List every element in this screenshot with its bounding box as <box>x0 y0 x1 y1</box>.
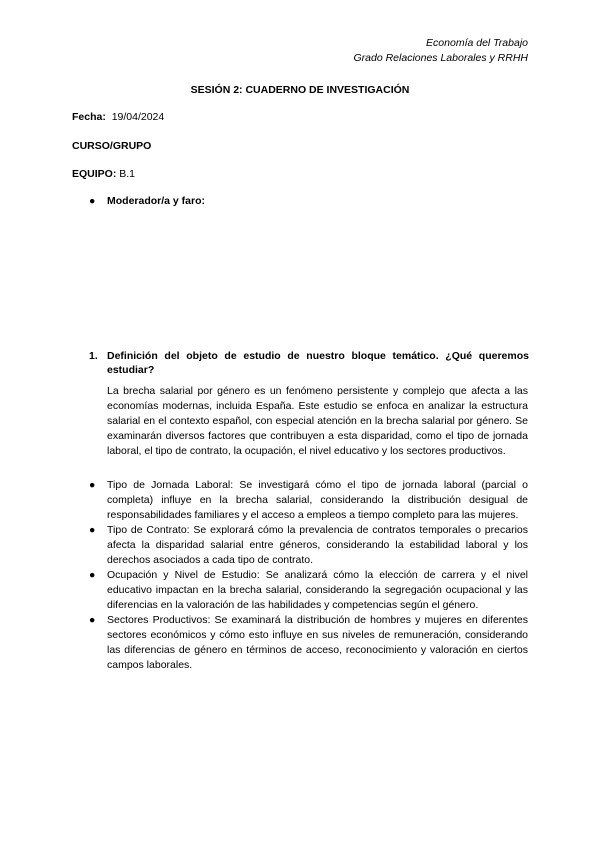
list-item <box>89 613 528 673</box>
header-degree-name: Grado Relaciones Laborales y RRHH <box>353 52 528 64</box>
moderator-label: Moderador/a y faro: <box>107 195 206 207</box>
bullet-icon: ● <box>89 614 96 626</box>
team-label: EQUIPO: <box>72 168 117 180</box>
course-group-label: CURSO/GRUPO <box>72 140 152 152</box>
list-item-text: Ocupación y Nivel de Estudio: Se analizará cómo la elección de carrera y el nivel educativo impactan en la brecha salarial, considerando la segregación ocupacional y las diferencias en la valoración de las habilidades y competencias según el género. <box>107 569 528 611</box>
section-heading <box>89 349 529 377</box>
list-item <box>89 478 528 523</box>
header-course-name: Economía del Trabajo <box>426 37 528 49</box>
moderator-item <box>89 195 205 207</box>
factors-list <box>89 478 528 673</box>
list-item <box>89 568 528 613</box>
page-title: SESIÓN 2: CUADERNO DE INVESTIGACIÓN <box>190 84 410 96</box>
list-item-text: Tipo de Jornada Laboral: Se investigará cómo el tipo de jornada laboral (parcial o completa) influye en la brecha salarial, considerando la distribución desigual de responsabilidades familiares y el acceso a empleos a tiempo completo para las mujeres. <box>107 479 528 521</box>
date-field <box>72 111 164 123</box>
section-number: 1. <box>89 350 98 362</box>
bullet-icon: ● <box>89 195 96 207</box>
list-item-text: Tipo de Contrato: Se explorará cómo la prevalencia de contratos temporales o precarios afecta la disparidad salarial entre géneros, considerando la estabilidad laboral y los derechos asociados a cada tipo de contrato. <box>107 524 528 566</box>
team-field <box>72 168 135 180</box>
bullet-icon: ● <box>89 479 96 491</box>
bullet-icon: ● <box>89 569 96 581</box>
list-item-text: Sectores Productivos: Se examinará la distribución de hombres y mujeres en diferentes sectores económicos y cómo esto influye en sus niveles de remuneración, considerando las diferencias de género en términos de acceso, reconocimiento y valoración en ciertos campos laborales. <box>107 614 528 671</box>
bullet-icon: ● <box>89 524 96 536</box>
date-value: 19/04/2024 <box>111 111 165 123</box>
list-item <box>89 523 528 568</box>
team-value: B.1 <box>119 168 136 180</box>
section-paragraph: La brecha salarial por género es un fenómeno persistente y complejo que afecta a las economías modernas, incluida España. Este estudio se enfoca en analizar la estructura salarial en el contexto español, con especial atención en la brecha salarial por género. Se examinarán diversos factores que contribuyen a esta disparidad, como el tipo de jornada laboral, el tipo de contrato, la ocupación, el nivel educativo y los sectores productivos. <box>107 385 528 457</box>
date-label: Fecha: <box>72 111 106 123</box>
section-heading-text: Definición del objeto de estudio de nuestro bloque temático. ¿Qué queremos estudiar? <box>107 350 529 376</box>
